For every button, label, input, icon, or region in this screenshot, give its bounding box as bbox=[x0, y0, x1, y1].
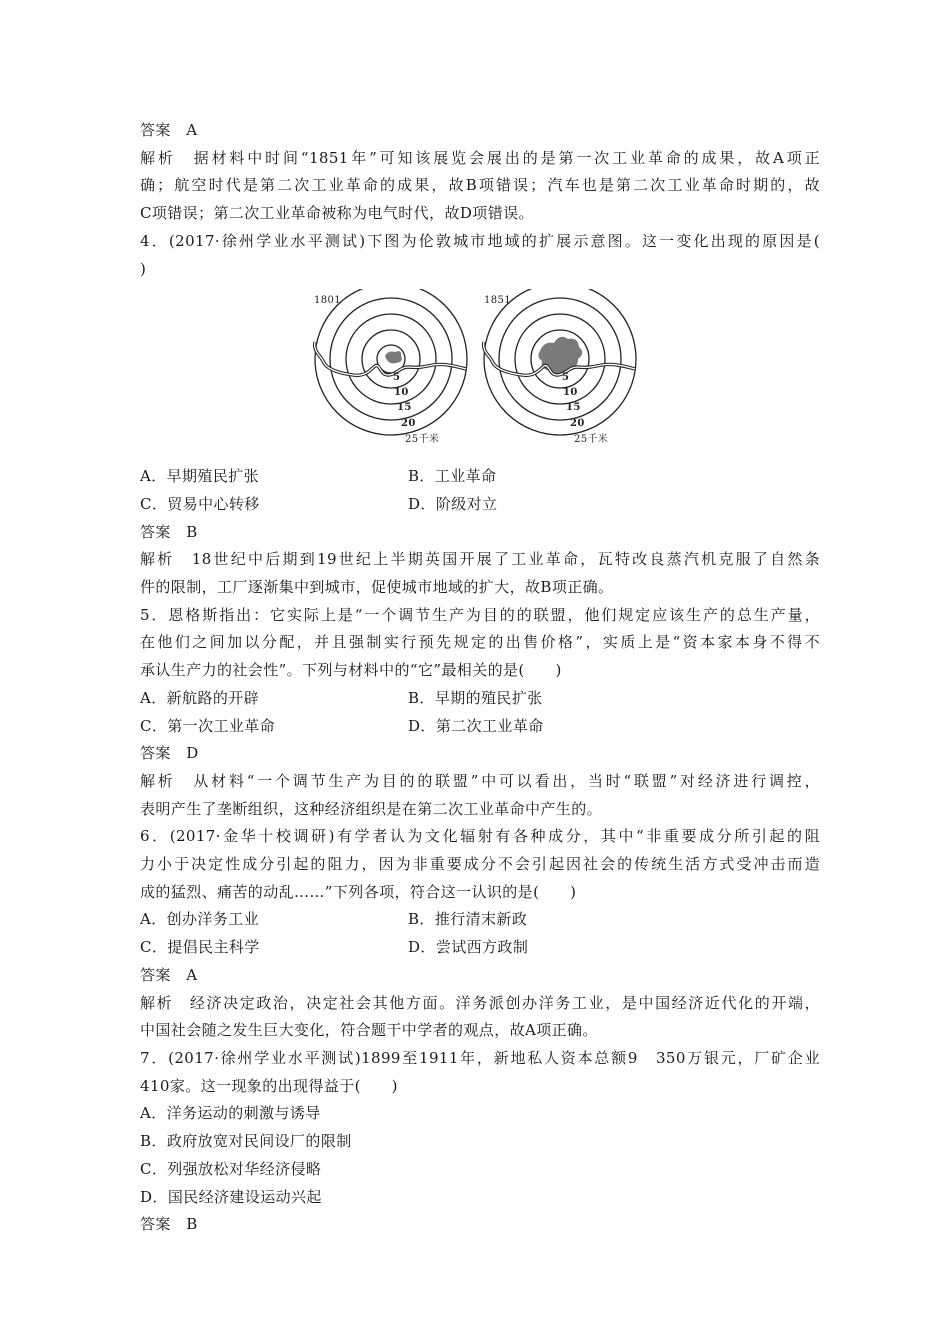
question-6-stem-line-3: 成的猛烈、痛苦的动乱……”下列各项，符合这一认识的是( ) bbox=[140, 882, 577, 901]
analysis-6-line-1: 解析 经济决定政治，决定社会其他方面。洋务派创办洋务工业，是中国经济近代化的开端， bbox=[140, 993, 820, 1012]
question-6-option-c: C．提倡民主科学 bbox=[140, 938, 260, 957]
answer-5: 答案 D bbox=[140, 744, 199, 763]
map-year-1851: 1851 bbox=[484, 295, 512, 307]
ring-label-5-1851: 5 bbox=[562, 372, 570, 384]
analysis-3-line-2: 确；航空时代是第二次工业革命的成果，故B项错误；汽车也是第二次工业革命时期的，故 bbox=[140, 176, 820, 195]
question-6-stem-line-2: 力小于决定性成分引起的阻力，因为非重要成分不会引起因社会的传统生活方式受冲击而造 bbox=[140, 855, 820, 874]
question-7-option-b: B．政府放宽对民间设厂的限制 bbox=[140, 1132, 352, 1151]
question-5-option-a: A．新航路的开辟 bbox=[140, 688, 260, 707]
question-7-stem-line-2: 410家。这一现象的出现得益于( ) bbox=[140, 1076, 398, 1095]
page-content bbox=[140, 117, 820, 1239]
ring-label-15-1851: 15 bbox=[566, 402, 581, 414]
question-5-options-row-2 bbox=[140, 713, 820, 741]
question-4-stem-line-1: 4．(2017·徐州学业水平测试)下图为伦敦城市地域的扩展示意图。这一变化出现的原因是( bbox=[140, 231, 820, 250]
question-7-stem-line-1: 7．(2017·徐州学业水平测试)1899至1911年，新地私人资本总额9 350万银元，厂矿企业 bbox=[140, 1048, 820, 1067]
london-maps-svg bbox=[308, 289, 648, 461]
question-5-stem-line-1: 5．恩格斯指出：它实际上是“一个调节生产为目的的联盟，他们规定应该生产的总生产量， bbox=[140, 605, 820, 624]
answer-4: 答案 B bbox=[140, 522, 198, 541]
unit-label-1851: 25千米 bbox=[574, 434, 609, 446]
question-4-option-d: D．阶级对立 bbox=[408, 494, 498, 513]
map-1851 bbox=[484, 289, 636, 435]
question-6-option-b: B．推行清末新政 bbox=[408, 910, 528, 929]
question-5-option-c: C．第一次工业革命 bbox=[140, 716, 276, 735]
analysis-4-line-1: 解析 18世纪中后期到19世纪上半期英国开展了工业革命，瓦特改良蒸汽机克服了自然条 bbox=[140, 550, 820, 569]
map-1801 bbox=[315, 289, 467, 435]
ring-label-10-1801: 10 bbox=[394, 387, 409, 399]
question-5-option-b: B．早期的殖民扩张 bbox=[408, 688, 543, 707]
question-4-options-row-1 bbox=[140, 463, 820, 491]
question-6-stem-line-1: 6．(2017·金华十校调研)有学者认为文化辐射有各种成分，其中“非重要成分所引起的阻 bbox=[140, 827, 820, 846]
question-4-stem-line-2: ) bbox=[140, 259, 147, 278]
question-4-option-c: C．贸易中心转移 bbox=[140, 494, 260, 513]
london-expansion-figure bbox=[140, 289, 820, 461]
ring-label-20-1851: 20 bbox=[570, 418, 585, 430]
question-6-option-d: D．尝试西方政制 bbox=[408, 938, 529, 957]
analysis-4-line-2: 件的限制，工厂逐渐集中到城市，促使城市地域的扩大，故B项正确。 bbox=[140, 578, 614, 597]
analysis-3-line-1: 解析 据材料中时间“1851年”可知该展览会展出的是第一次工业革命的成果，故A项正 bbox=[140, 148, 820, 167]
analysis-5-line-2: 表明产生了垄断组织，这种经济组织是在第二次工业革命中产生的。 bbox=[140, 799, 603, 818]
answer-7: 答案 B bbox=[140, 1215, 198, 1234]
analysis-5-line-1: 解析 从材料“一个调节生产为目的的联盟”中可以看出，当时“联盟”对经济进行调控， bbox=[140, 771, 820, 790]
analysis-6-line-2: 中国社会随之发生巨大变化，符合题干中学者的观点，故A项正确。 bbox=[140, 1021, 598, 1040]
ring-label-15-1801: 15 bbox=[397, 402, 412, 414]
question-6-options-row-1 bbox=[140, 906, 820, 934]
analysis-3-line-3: C项错误；第二次工业革命被称为电气时代，故D项错误。 bbox=[140, 204, 534, 223]
question-6-options-row-2 bbox=[140, 934, 820, 962]
map-year-1801: 1801 bbox=[314, 295, 342, 307]
question-4-option-a: A．早期殖民扩张 bbox=[140, 467, 260, 486]
ring-label-20-1801: 20 bbox=[401, 418, 416, 430]
unit-label-1801: 25千米 bbox=[405, 434, 440, 446]
question-7-option-c: C．列强放松对华经济侵略 bbox=[140, 1159, 322, 1178]
answer-3: 答案 A bbox=[140, 121, 198, 139]
ring-label-5-1801: 5 bbox=[393, 372, 401, 384]
question-6-option-a: A．创办洋务工业 bbox=[140, 910, 260, 929]
question-5-stem-line-2: 在他们之间加以分配，并且强制实行预先规定的出售价格”，实质上是“资本家本身不得不 bbox=[140, 633, 820, 652]
question-5-stem-line-3: 承认生产力的社会性”。下列与材料中的“它”最相关的是( ) bbox=[140, 661, 562, 680]
question-4-option-b: B．工业革命 bbox=[408, 467, 497, 486]
city-area-1801 bbox=[385, 351, 402, 363]
answer-6: 答案 A bbox=[140, 965, 198, 984]
question-4-options-row-2 bbox=[140, 491, 820, 519]
question-7-option-a: A．洋务运动的刺激与诱导 bbox=[140, 1104, 321, 1123]
question-5-options-row-1 bbox=[140, 685, 820, 713]
question-5-option-d: D．第二次工业革命 bbox=[408, 716, 544, 735]
ring-label-10-1851: 10 bbox=[563, 387, 578, 399]
question-7-option-d: D．国民经济建设运动兴起 bbox=[140, 1187, 322, 1206]
